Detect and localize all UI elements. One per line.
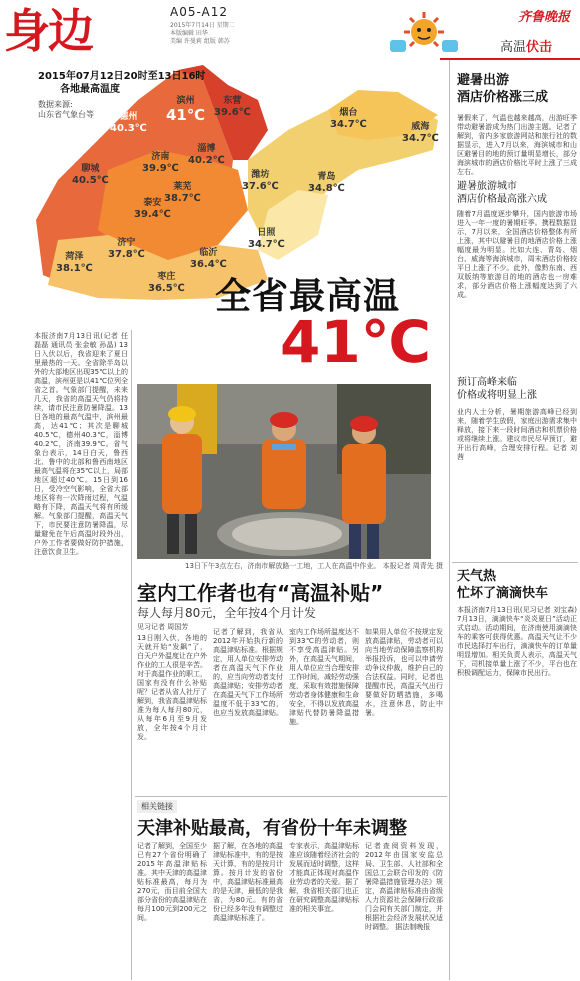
editor-line: 本版编辑 田华 [170,30,208,37]
column-divider-right [449,60,450,980]
right-subhead-2 [457,376,577,402]
city-temp: 37.6℃ [242,181,279,192]
main-headline-temp: 41℃ [280,308,431,376]
section-logo: 身边 [4,4,92,58]
sidebar-column-1: 记者了解到，全国至少已有27个省份明确了2015年高温津贴标准。其中天津的高温津贴标准最高，每月为270元，而目前全国大部分省份的高温津贴在每月100元到200元之间。 [137,842,207,922]
city-temp: 34.7℃ [248,239,285,250]
city-temp: 34.7℃ [402,133,439,144]
feature-headline: 室内工作者也有“高温补贴” [137,581,384,605]
feature-subheadline: 每人每月80元，全年按4个月计发 [137,606,316,620]
city-name: 日照 [257,228,276,238]
page-range: A05-A12 [170,5,229,19]
feature-divider [135,796,447,797]
feature-column-1: 13日刚入伏，各地的天就开始“发飙”了，白天户外温度让在户外作业的工人很是辛苦。对于高温作业的职工，国家有没有什么补贴呢？记者从省人社厅了解到，我省高温津贴标准为每人每月80元，从每年6月至9月发放，全年按4个月计发。 [137,634,207,741]
city-name: 临沂 [199,248,218,258]
city-temp: 34.8℃ [308,183,345,194]
right-subhead-1-line2: 酒店价格最高涨六成 [457,194,547,205]
map-source [38,100,94,120]
city-temp: 39.4℃ [134,209,171,220]
city-temp: 39.6℃ [214,107,251,118]
right-body-3: 业内人士分析，暑期旅游高峰已经到来，随着学生放假，家庭出游需求集中释放，接下来一段时间酒店和机票价格或将继续上涨。建议市民尽早预订，避开出行高峰，合理安排行程。记者 刘茜 [457,408,577,461]
sidebar-headline: 天津补贴最高，有省份十年未调整 [137,818,407,839]
right-headline-1 [457,72,577,106]
page-header [0,0,580,62]
sidebar-column-3: 专家表示，高温津贴标准应该随着经济社会的发展而适时调整，这样才能真正体现对高温作业劳动者的关爱。据了解，我省相关部门也正在研究调整高温津贴标准的相关事宜。 [289,842,359,913]
city-name: 莱芜 [173,182,192,192]
city-label-qingdao [308,172,345,194]
right-headline-2 [457,568,577,602]
city-name: 潍坊 [251,170,270,180]
newspaper-logo: 齐鲁晚报 [518,10,571,25]
lead-story-body: 本报济南7月13日讯(记者 任磊磊 通讯员 张金敏 孙晶) 13日入伏以后，我省迎来了夏日里最热的一天。全省除半岛以外的大部地区出现35℃以上的高温，滨州更是以41℃位列全省之首。气象部门提醒，未来几天，我省的高温天气仍将持续，请市民注意防暑降温。13日各地的最高气温中，滨州最高，达41℃；其次是聊城40.5℃，德州40.3℃，淄博40.2℃，济南39.9℃。省气象台表示，14日白天，鲁西北、鲁中的北部和鲁西南地区最高气温将在35℃以上，局部地区超过40℃。15日到16日，受冷空气影响，全省大部地区将有一次降雨过程，气温略有下降，高温天气将有所缓解。气象部门提醒，高温天气下，市民要注意防暑降温，尽量避免在午后高温时段外出，户外工作者要做好防护措施，注意饮食卫生。 [34,332,128,556]
city-temp: 40.2℃ [188,155,225,166]
city-label-dongying [214,96,251,118]
right-headline-2-line1: 天气热 [457,569,497,584]
city-label-dezhou [110,112,147,134]
city-temp: 41℃ [166,106,206,124]
map-source-line1: 数据来源: [38,100,73,109]
city-label-linyi [190,248,227,270]
city-temp: 36.5℃ [148,283,185,294]
city-label-binzhou [166,96,205,123]
city-temp: 39.9℃ [142,163,179,174]
sun-cartoon-icon [388,10,460,56]
city-temp: 38.1℃ [56,263,93,274]
city-label-heze [56,252,93,274]
city-label-zibo [188,144,225,166]
city-temp: 40.5℃ [72,175,109,186]
right-subhead-1 [457,180,577,206]
feature-column-4: 如果用人单位不按规定发放高温津贴，劳动者可以向当地劳动保障监察机构举报投诉，也可以申请劳动争议仲裁，维护自己的合法权益。同时，记者也提醒市民，高温天气出行要做好防晒措施，多喝水，注意休息，防止中暑。 [365,628,443,717]
city-label-liaocheng [72,164,109,186]
city-label-weifang [242,170,279,192]
city-label-rizhao [248,228,285,250]
city-name: 济南 [151,152,170,162]
column-name [500,36,552,55]
right-headline-2-line2: 忙坏了滴滴快车 [457,586,549,601]
city-name: 枣庄 [157,272,176,282]
date-line: 2015年7月14日 星期二 [170,22,235,29]
feature-byline: 见习记者 周国芳 [137,623,189,631]
city-label-jining [108,238,145,260]
city-name: 威海 [411,122,430,132]
city-name: 烟台 [339,108,358,118]
right-subhead-2-line2: 价格或将明显上涨 [457,390,537,401]
city-name: 泰安 [143,198,162,208]
city-label-yantai [330,108,367,130]
right-body-4: 本报济南7月13日讯(见习记者 刘宝森) 7月13日，滴滴快车“炎炎夏日”活动正式启动。活动期间，在济南使用滴滴快车的乘客可获得优惠。高温天气让不少市民选择打车出行，滴滴快车的订单量明显增加。相关负责人表示，高温天气下，司机接单量上涨了不少，平台也在积极调配运力，保障市民出行。 [457,606,577,677]
column-name-plain: 高温 [500,40,527,55]
right-headline-1-line2: 酒店价格涨三成 [457,90,549,105]
sidebar-column-2: 据了解，在各地的高温津贴标准中，有的是按天计算，有的是按月计算。按月计发的省份中，高温津贴标准最高的是天津，最低的是我省，为80元。有的省份已经多年没有调整过高温津贴标准了。 [213,842,283,922]
city-name: 聊城 [81,164,100,174]
right-subhead-2-line1: 预订高峰来临 [457,377,517,388]
city-label-taian [134,198,171,220]
right-headline-1-line1: 避暑出游 [457,73,510,88]
main-headline: 全省最高温 [215,276,401,317]
map-title [38,70,205,96]
workers-photo [137,384,431,559]
map-source-line2: 山东省气象台等 [38,110,94,119]
city-temp: 34.7℃ [330,119,367,130]
column-name-red: 伏击 [526,40,553,55]
photo-caption: 13日下午3点左右，济南市解放路一工地，工人在高温中作业。 本报记者 周青先 摄 [185,562,444,570]
column-divider-left [131,330,132,980]
related-link-tag: 相关链接 [137,800,177,813]
city-name: 青岛 [317,172,336,182]
right-body-2: 随着7月温度逐步攀升，国内旅游市场进入一年一度的暑期旺季。携程数据显示，7月以来，全国酒店价格整体有所上涨，其中以避暑目的地酒店价格上涨幅度最为明显。比如大连、青岛、烟台、威海等海滨城市，周末酒店价格较平日上涨了不少。此外，像黔东南、西双版纳等旅游目的地的酒店也一房难求，部分酒店价格上涨幅度达到了六成。 [457,210,577,299]
right-subhead-1-line1: 避暑旅游城市 [457,181,517,192]
city-name: 菏泽 [65,252,84,262]
city-temp: 37.8℃ [108,249,145,260]
feature-column-2: 记者了解到，我省从2012年开始执行新的高温津贴标准。根据规定，用人单位安排劳动者在高温天气下作业的，应当向劳动者支付高温津贴；安排劳动者在高温天气下工作场所温度不低于33℃的，也应当发放高温津贴。 [213,628,283,717]
feature-column-3: 室内工作场所温度达不到33℃的劳动者，则不享受高温津贴。另外，在高温天气期间，用人单位应当合理安排工作时间，减轻劳动强度，采取有效措施保障劳动者身体健康和生命安全，不得以发放高温津贴代替防暑降温措施。 [289,628,359,726]
edition-meta [170,22,320,46]
city-label-jinan [142,152,179,174]
city-name: 淄博 [197,144,216,154]
header-rule [440,58,580,60]
map-title-line2: 各地最高温度 [60,84,120,95]
city-label-zaozhuang [148,272,185,294]
city-name: 济宁 [117,238,136,248]
right-divider [452,562,578,563]
city-label-weihai [402,122,439,144]
city-temp: 38.7℃ [164,193,201,204]
map-title-line1: 2015年07月12日20时至13日16时 [38,71,206,82]
sidebar-column-4: 记者查阅资料发现，2012年由国家安监总局、卫生部、人社部和全国总工会联合印发的《防暑降温措施管理办法》规定，高温津贴标准由省级人力资源社会保障行政部门会同有关部门制定，并根据社会经济发展状况适时调整。 据法制晚报 [365,842,443,931]
designer-line: 美编 许曼莉 组版 韩苏 [170,38,230,45]
city-temp: 36.4℃ [190,259,227,270]
city-name: 东营 [223,96,242,106]
right-body-1: 暑假来了，气温也越来越高，出游旺季带动避暑游成为热门出游主题。记者了解到，省内多家旅游网站和旅行社的数据显示，进入7月以来，海滨城市和山区避暑目的地的预订量明显增长，部分海滨城市的酒店价格比平时上涨了三成左右。 [457,114,577,176]
city-name: 滨州 [176,96,195,106]
city-name: 德州 [119,112,138,122]
city-temp: 40.3℃ [110,123,147,134]
